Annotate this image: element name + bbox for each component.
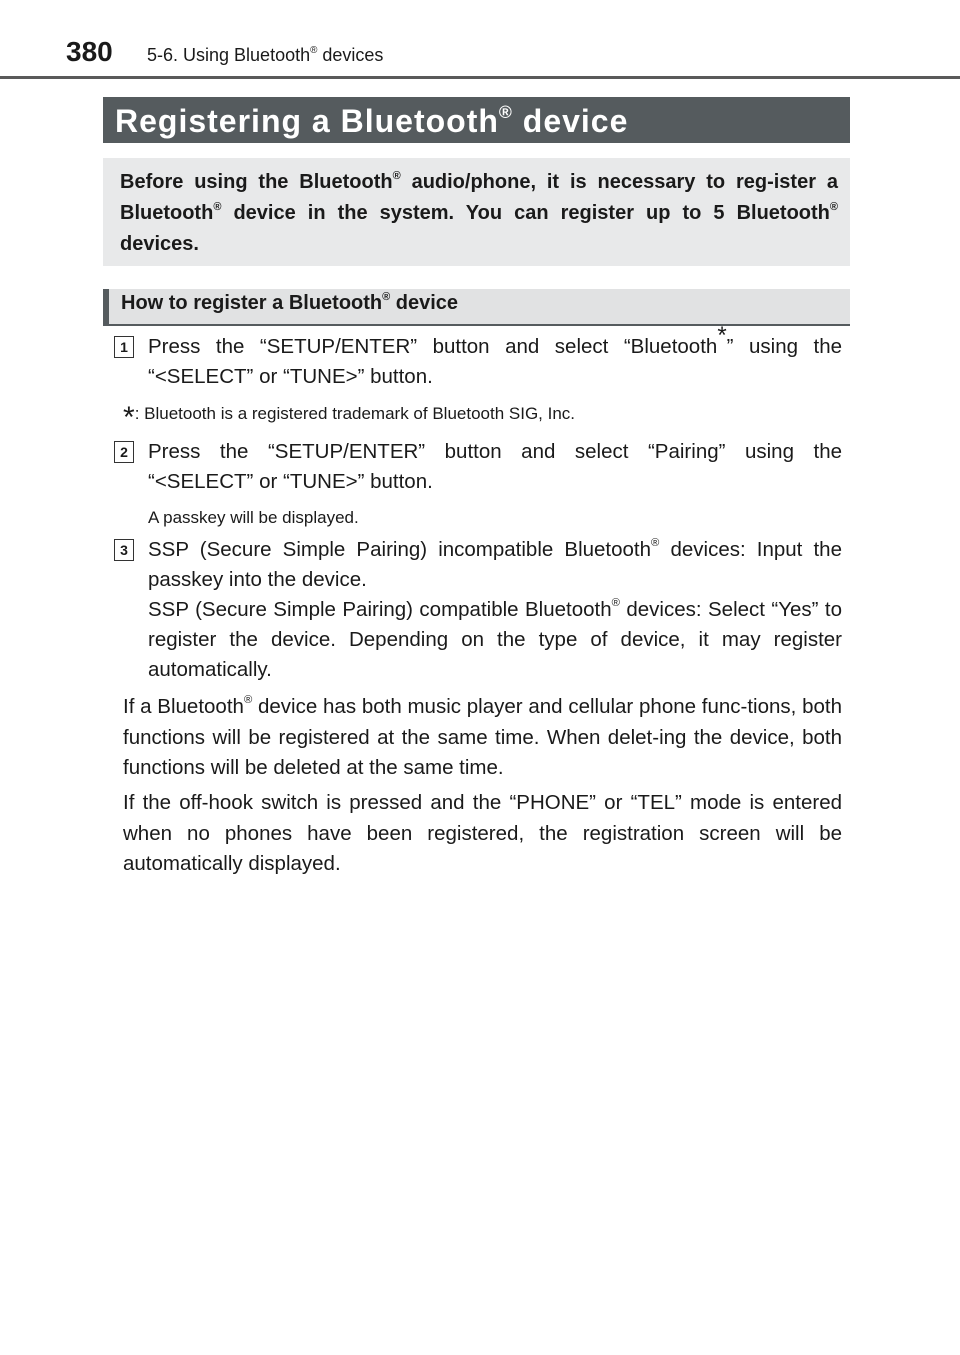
- section-title-suffix: device: [512, 103, 629, 139]
- registered-mark: ®: [213, 200, 222, 213]
- step-3-line-1: [148, 535, 842, 595]
- footnote-asterisk: *: [123, 401, 135, 434]
- running-head-suffix: devices: [317, 45, 384, 65]
- registered-mark: ®: [382, 290, 391, 303]
- step-number-1: 1: [114, 336, 134, 358]
- intro-box: [103, 158, 850, 266]
- running-head-text: 5-6. Using Bluetooth: [147, 45, 311, 65]
- registered-mark: ®: [498, 101, 513, 122]
- info-paragraph-2: If the off-hook switch is pressed and the “PHONE” or “TEL” mode is entered when no phones have been registered, the registration screen will be automatically displayed.: [123, 791, 842, 875]
- info-paragraph-1-a: If a Bluetooth: [123, 695, 244, 718]
- info-paragraph-1: [123, 692, 842, 784]
- step-1-text-a: Press the “SETUP/ENTER” button and select “Bluetooth: [148, 335, 718, 358]
- subheading: [121, 292, 458, 315]
- section-title-text: Registering a Bluetooth: [115, 103, 499, 139]
- asterisk-mark: *: [717, 321, 727, 349]
- subheading-text: How to register a Bluetooth: [121, 292, 383, 314]
- step-number-3: 3: [114, 539, 134, 561]
- passkey-note: A passkey will be displayed.: [148, 508, 359, 527]
- intro-text-2: audio/phone, it is necessary to reg-ister a Bluetooth: [120, 171, 838, 224]
- registered-mark: ®: [243, 694, 253, 707]
- page-header: [0, 0, 960, 80]
- page-number: 380: [66, 36, 113, 67]
- footnote: [123, 393, 576, 434]
- subheading-suffix: device: [390, 292, 459, 314]
- intro-text-1: Before using the Bluetooth: [120, 171, 393, 193]
- registered-mark: ®: [611, 597, 620, 610]
- registered-mark: ®: [651, 537, 660, 550]
- registered-mark: ®: [829, 200, 838, 213]
- step-2-text: Press the “SETUP/ENTER” button and select “Pairing” using the “<SELECT” or “TUNE>” button.: [148, 440, 842, 493]
- subheading-bar: [103, 289, 850, 326]
- step-3-text: [148, 535, 842, 685]
- step-3-line-2-a: SSP (Secure Simple Pairing) compatible Bluetooth: [148, 598, 612, 621]
- registered-mark: ®: [392, 169, 401, 182]
- section-title: [115, 103, 628, 140]
- step-3-line-2: [148, 595, 842, 685]
- footnote-text: : Bluetooth is a registered trademark of Bluetooth SIG, Inc.: [134, 404, 576, 423]
- step-3-line-2-b: devices: Select “Yes” to register the device. Depending on the type of device, it may register automatically.: [148, 598, 843, 681]
- info-paragraph-1-b: device has both music player and cellular phone func-tions, both functions will be registered at the same time. When delet-ing the device, both functions will be deleted at the same time.: [123, 695, 843, 779]
- step-number-2: 2: [114, 441, 134, 463]
- intro-text-3: device in the system. You can register up to 5 Bluetooth: [221, 202, 830, 224]
- section-title-bar: [103, 97, 850, 143]
- step-1-text-b: ” using the “<SELECT” or “TUNE>” button.: [148, 335, 842, 388]
- running-head: [147, 45, 383, 66]
- registered-mark: ®: [310, 44, 318, 56]
- intro-text-4: devices.: [120, 233, 199, 255]
- step-3-line-1-b: devices: Input the passkey into the device.: [148, 538, 842, 591]
- header-rule: [0, 76, 960, 79]
- intro-text: [120, 167, 838, 260]
- step-3-line-1-a: SSP (Secure Simple Pairing) incompatible Bluetooth: [148, 538, 652, 561]
- step-1-text: [148, 321, 842, 392]
